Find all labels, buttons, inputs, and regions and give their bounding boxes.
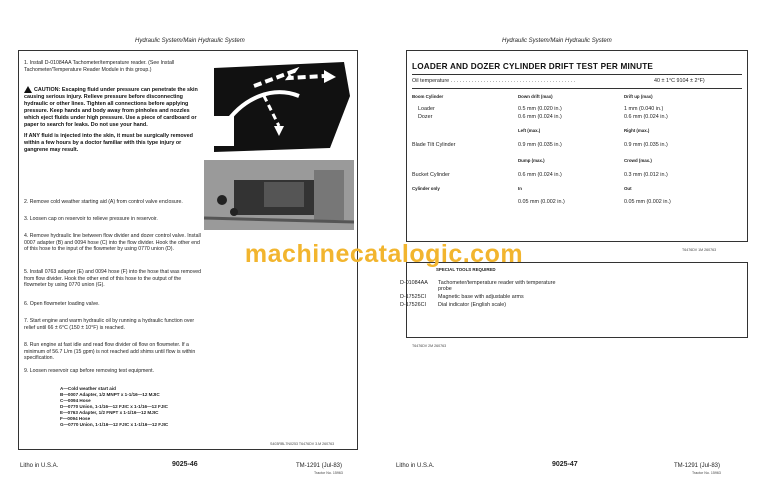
footer-sub: Tractor No. 15963: [692, 471, 721, 475]
row-label: Loader: [418, 106, 435, 112]
step-2: 2. Remove cold weather starting aid (A) from control valve enclosure.: [24, 199, 183, 205]
tool-desc: Magnetic base with adjustable arms: [438, 294, 524, 300]
tool-id: D-01084AA: [400, 280, 428, 286]
footer-litho: Litho in U.S.A.: [396, 463, 435, 469]
caution-block: [24, 86, 202, 154]
table-cell: 1 mm (0.040 in.): [624, 106, 664, 112]
step-9: 9. Loosen reservoir cap before removing test equipment.: [24, 368, 155, 374]
legend-item: F—0094 Hose: [60, 416, 91, 421]
page-number: 9025-46: [172, 461, 198, 468]
footer-manual: TM-1291 (Jul-83): [296, 463, 343, 469]
row-label: Bucket Cylinder: [412, 172, 450, 178]
row-label: Blade Tilt Cylinder: [412, 142, 456, 148]
table-reference: T6476DV 1M 260763: [682, 248, 717, 252]
page-header: Hydraulic System/Main Hydraulic System: [502, 38, 612, 44]
step-5: 5. Install 0763 adapter (E) and 0094 hose (F) into the hose that was removed from flow divider. Hook the other end of this hose to the output of the flowmeter by using 0770 union (G).: [24, 269, 202, 289]
step-7: 7. Start engine and warm hydraulic oil by running a hydraulic function over relief until 66 ± 6°C (150 ± 10°F) is reached.: [24, 318, 195, 331]
tool-id: D-17525CI: [400, 294, 427, 300]
col-header: Left (max.): [518, 128, 541, 133]
row-label: Cylinder only: [412, 186, 440, 191]
tools-reference: T6476DV 2M 260763: [412, 344, 447, 348]
warning-icon: [24, 86, 32, 93]
step-4: 4. Remove hydraulic line between flow divider and dozer control valve. Install 0007 adapter (B) and 0094 hose (C) into the flow divider. Hook the other end of this hose to the input of the flowmeter by using 0770 union (D).: [24, 233, 201, 253]
tool-desc: Dial indicator (English scale): [438, 302, 507, 308]
row-label: Boom Cylinder: [412, 94, 444, 99]
legend-item: G—0770 Union, 1-1/16—12 FJIC x 1-1/16—12 FJIC: [60, 422, 169, 427]
legend-item: E—0763 Adapter, 1/2 FNPT x 1-1/16—12 MJIC: [60, 410, 159, 415]
tool-id: D-17526CI: [400, 302, 427, 308]
table-cell: 0.9 mm (0.035 in.): [518, 142, 562, 148]
caution-injury-text: If ANY fluid is injected into the skin, it must be surgically removed within a few hours by a doctor familiar with this type injury or gangrene may result.: [24, 132, 193, 153]
part-legend: [60, 386, 168, 428]
row-label: Dozer: [418, 114, 433, 120]
table-cell: 0.5 mm (0.020 in.): [518, 106, 562, 112]
legend-item: D—0770 Union, 1-1/16—12 FJIC x 1-1/16—12 FJIC: [60, 404, 168, 409]
oil-temp-value: 40 ± 1°C 9104 ± 2°F): [654, 78, 705, 84]
col-header: Right (max.): [624, 128, 650, 133]
footer-sub: Tractor No. 15963: [314, 471, 343, 475]
oil-temp-label: Oil temperature . . . . . . . . . . . . . . . . . . . . . . . . . . . . . . . . . . . . . . . . . .: [412, 78, 575, 84]
caution-text: CAUTION: Escaping fluid under pressure can penetrate the skin causing serious injury. Relieve pressure before disconnecting hydraulic or other lines. Tighten all connections before applying pressure. Keep hands and body away from pinholes and nozzles which eject fluids under high pressure. Use a piece of cardboard or paper to search for leaks. Do not use your hand.: [24, 86, 198, 128]
watermark-text: machinecatalogic.com: [244, 240, 524, 268]
footer-manual: TM-1291 (Jul-83): [674, 463, 721, 469]
page-header: Hydraulic System/Main Hydraulic System: [135, 38, 245, 44]
table-cell: 0.6 mm (0.024 in.): [518, 172, 562, 178]
table-cell: 0.3 mm (0.012 in.): [624, 172, 668, 178]
legend-item: A—Cold weather start aid: [60, 386, 116, 391]
special-tools-box: [406, 262, 748, 338]
figure-reference: S403RBL7N0253 T6476DV 3.M 260763: [270, 442, 335, 446]
table-cell: 0.05 mm (0.002 in.): [624, 199, 671, 205]
title-rule: [412, 74, 742, 75]
col-header: In: [518, 186, 522, 191]
table-cell: 0.9 mm (0.035 in.): [624, 142, 668, 148]
legend-item: C—0094 Hose: [60, 398, 91, 403]
legend-item: B—0007 Adapter, 1/2 MNPT x 1-1/16—12 MJIC: [60, 392, 160, 397]
step-6: 6. Open flowmeter loading valve.: [24, 301, 100, 307]
oil-rule: [412, 88, 742, 89]
col-header: Dump (max.): [518, 158, 545, 163]
table-cell: 0.6 mm (0.024 in.): [518, 114, 562, 120]
table-cell: 0.6 mm (0.024 in.): [624, 114, 668, 120]
col-header: Out: [624, 186, 632, 191]
col-header: Drift up (max): [624, 94, 653, 99]
table-cell: 0.05 mm (0.002 in.): [518, 199, 565, 205]
arrow-illustration: [204, 56, 354, 156]
footer-litho: Litho in U.S.A.: [20, 463, 59, 469]
drift-test-title: LOADER AND DOZER CYLINDER DRIFT TEST PER MINUTE: [412, 62, 654, 71]
col-header: Crowd (max.): [624, 158, 652, 163]
tool-desc: Tachometer/temperature reader with temperature probe: [438, 280, 556, 292]
step-1: 1. Install D-01084AA Tachometer/temperature reader. (See Install Tachometer/Temperature Reader Module in this group.): [24, 60, 175, 73]
step-3: 3. Loosen cap on reservoir to relieve pressure in reservoir.: [24, 216, 158, 222]
col-header: Down drift (max): [518, 94, 553, 99]
tools-title: SPECIAL TOOLS REQUIRED: [436, 267, 496, 272]
page-number: 9025-47: [552, 461, 578, 468]
step-8: 8. Run engine at fast idle and read flow divider oil flow on flowmeter. If a minimum of 56.7 L/m (15 gpm) is not reached add shims until flow is within specification.: [24, 342, 196, 362]
